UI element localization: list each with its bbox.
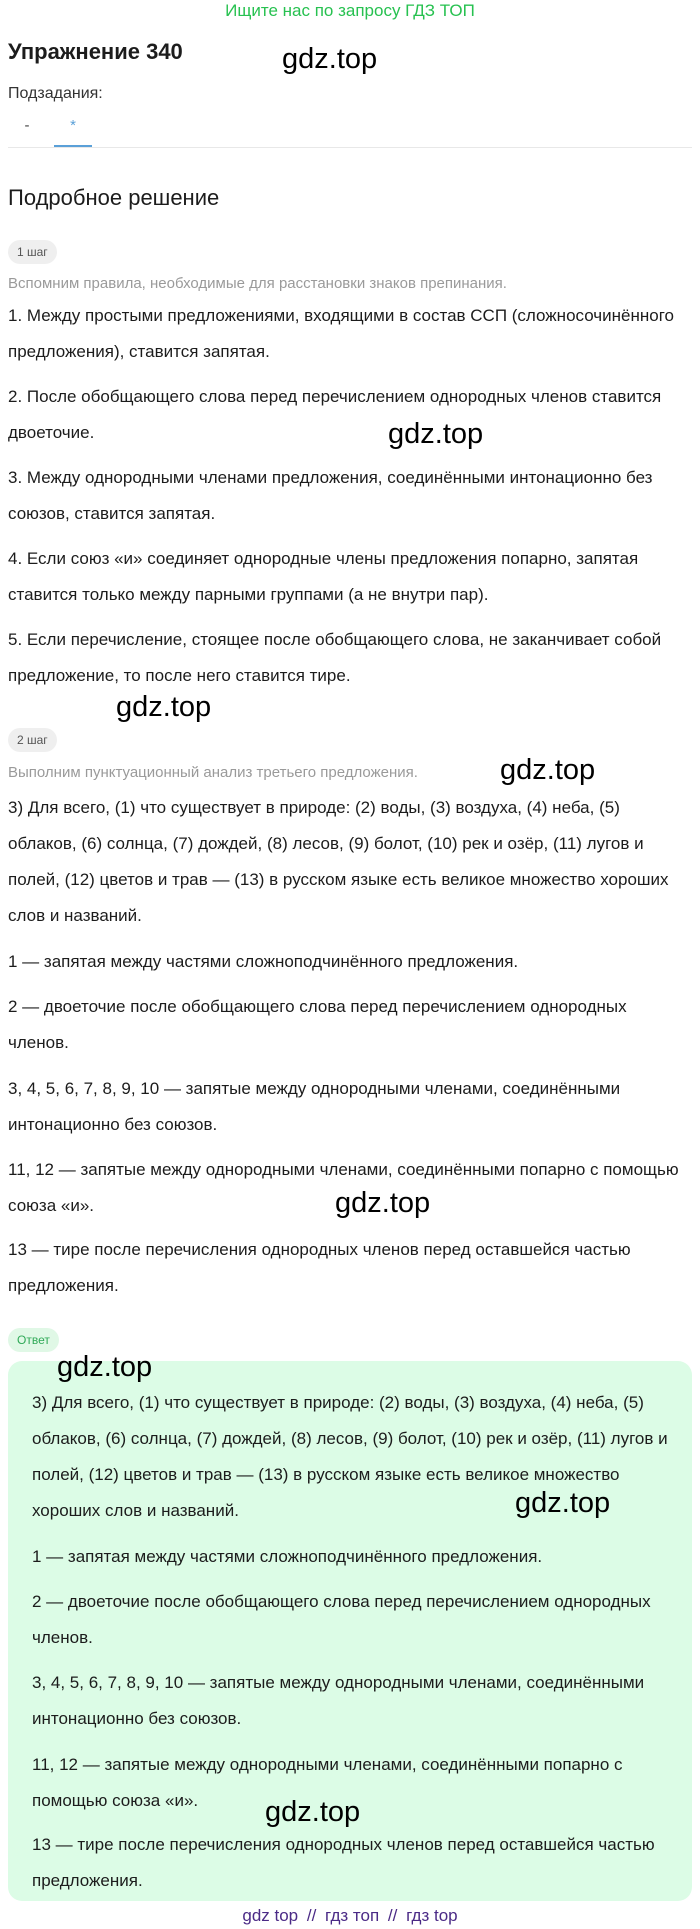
section-title: Подробное решение	[8, 185, 220, 210]
step-2-intro: Выполним пунктуационный анализ третьего предложения.	[8, 764, 418, 781]
answer-badge: Ответ	[8, 1328, 59, 1352]
rule-5: 5. Если перечисление, стоящее после обобщающего слова, не заканчивает собой предложение, то после него ставится тире.	[8, 630, 662, 685]
rule-3: 3. Между однородными членами предложения, соединёнными интонационно без союзов, ставится запятая.	[8, 468, 653, 523]
analysis-item: 11, 12 — запятые между однородными членами, соединёнными попарно с помощью союза «и».	[8, 1160, 679, 1215]
footer-link[interactable]: gdz top	[242, 1906, 299, 1925]
rule-4: 4. Если союз «и» соединяет однородные члены предложения попарно, запятая ставится только между парными группами (а не внутри пар).	[8, 549, 639, 604]
step-1-intro: Вспомним правила, необходимые для расстановки знаков препинания.	[8, 275, 507, 292]
answer-item: 13 — тире после перечисления однородных членов перед оставшейся частью предложения.	[32, 1835, 655, 1890]
subtask-tab-dash[interactable]: -	[24, 117, 30, 134]
step-1-badge: 1 шаг	[8, 240, 57, 264]
analysis-item: 2 — двоеточие после обобщающего слова перед перечислением однородных членов.	[8, 997, 627, 1052]
watermark: gdz.top	[282, 43, 378, 75]
step-2-badge: 2 шаг	[8, 728, 57, 752]
watermark: gdz.top	[116, 691, 212, 723]
answer-item: 11, 12 — запятые между однородными членами, соединёнными попарно с помощью союза «и».	[32, 1755, 623, 1810]
watermark: gdz.top	[500, 754, 596, 786]
analysis-sentence: 3) Для всего, (1) что существует в природе: (2) воды, (3) воздуха, (4) неба, (5) облаков, (6) солнца, (7) дождей, (8) лесов, (9) болот, (10) рек и озёр, (11) лугов и полей, (12) цветов и трав — (13) в русском языке есть великое множество хороших слов и названий.	[8, 798, 669, 925]
watermark: gdz.top	[335, 1187, 431, 1219]
rule-2: 2. После обобщающего слова перед перечислением однородных членов ставится двоеточие.	[8, 387, 662, 442]
rule-1: 1. Между простыми предложениями, входящими в состав ССП (сложносочинённого предложения), ставится запятая.	[8, 306, 675, 361]
answer-item: 1 — запятая между частями сложноподчинённого предложения.	[32, 1547, 543, 1566]
footer-link[interactable]: гдз top	[406, 1906, 458, 1925]
watermark: gdz.top	[515, 1487, 611, 1519]
watermark: gdz.top	[388, 418, 484, 450]
subtask-tab-star[interactable]: *	[70, 117, 76, 134]
footer-links	[0, 1905, 700, 1927]
analysis-item: 3, 4, 5, 6, 7, 8, 9, 10 — запятые между однородными членами, соединёнными интонационно без союзов.	[8, 1079, 621, 1134]
page-title: Упражнение 340	[8, 39, 183, 64]
divider	[8, 147, 692, 148]
analysis-item: 13 — тире после перечисления однородных членов перед оставшейся частью предложения.	[8, 1240, 631, 1295]
watermark: gdz.top	[265, 1796, 361, 1828]
footer-separator: //	[306, 1906, 317, 1925]
answer-sentence: 3) Для всего, (1) что существует в природе: (2) воды, (3) воздуха, (4) неба, (5) облаков, (6) солнца, (7) дождей, (8) лесов, (9) болот, (10) рек и озёр, (11) лугов и полей, (12) цветов и трав — (13) в русском языке есть великое множество хороших слов и названий.	[32, 1393, 668, 1520]
subtasks-label: Подзадания:	[8, 85, 103, 102]
answer-item: 3, 4, 5, 6, 7, 8, 9, 10 — запятые между однородными членами, соединёнными интонационно без союзов.	[32, 1673, 645, 1728]
footer-separator: //	[387, 1906, 398, 1925]
watermark: gdz.top	[57, 1351, 153, 1383]
answer-item: 2 — двоеточие после обобщающего слова перед перечислением однородных членов.	[32, 1592, 651, 1647]
analysis-item: 1 — запятая между частями сложноподчинённого предложения.	[8, 952, 519, 971]
footer-link[interactable]: гдз топ	[325, 1906, 380, 1925]
search-banner: Ищите нас по запросу ГДЗ ТОП	[225, 1, 475, 20]
